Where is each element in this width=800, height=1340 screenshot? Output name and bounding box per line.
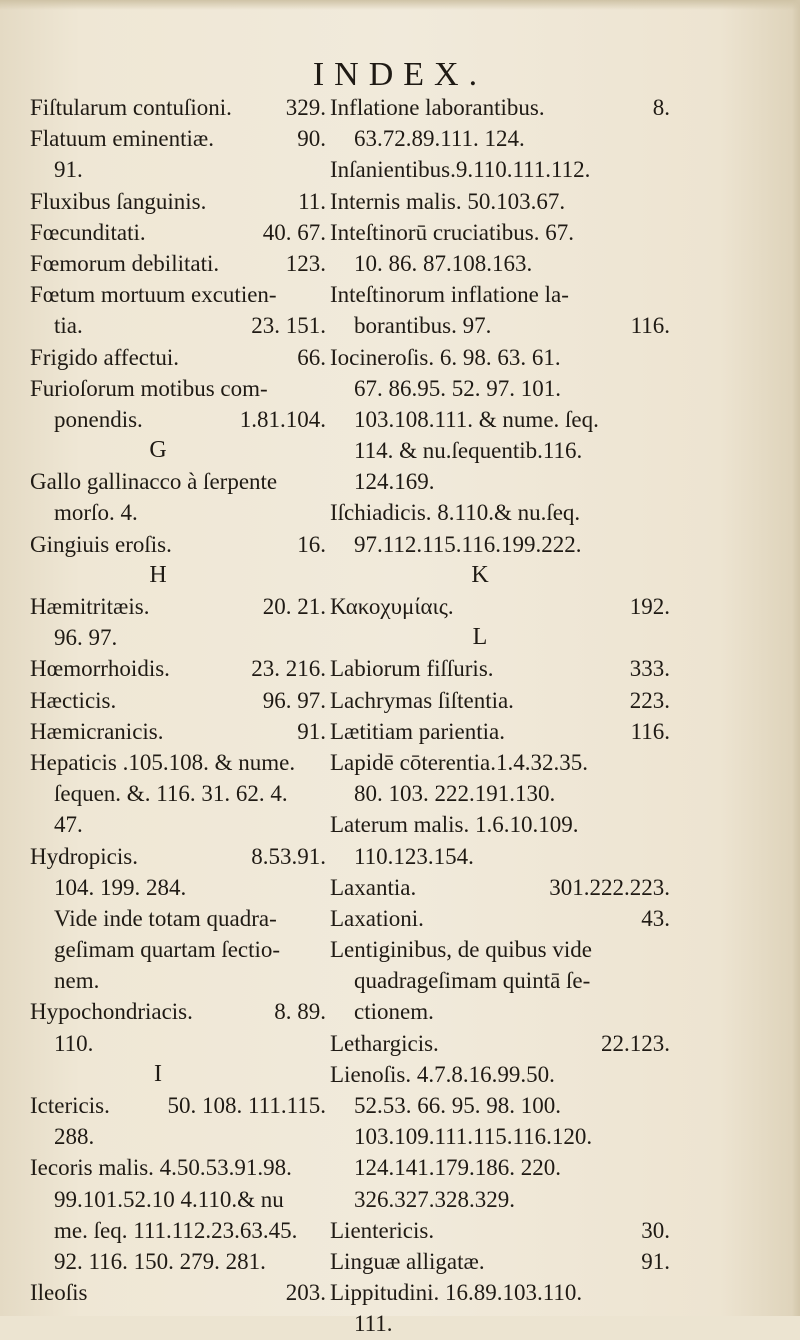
entry-text: ponendis. — [54, 406, 143, 432]
entry-text: 47. — [54, 812, 83, 838]
entry-term-line — [30, 217, 326, 248]
entry-text: Lætitiam parientia. — [330, 718, 506, 744]
entry-continuation-line — [30, 809, 326, 840]
entry-text: Fœtum mortuum excutien- — [30, 282, 277, 308]
index-entry — [330, 217, 670, 279]
right-index-column — [330, 92, 670, 1340]
entry-term-line — [330, 591, 670, 622]
entry-term-line — [330, 1215, 670, 1246]
page-header: INDEX. — [312, 56, 488, 93]
index-entry — [30, 529, 326, 560]
entry-continuation-line — [330, 1152, 670, 1183]
entry-term-line — [30, 747, 326, 778]
index-entry — [30, 466, 326, 528]
entry-page-numbers: 91. — [297, 718, 326, 744]
entry-page-numbers: 96. 97. — [262, 687, 326, 713]
entry-term-line — [30, 1152, 326, 1183]
entry-text: Inſanientibus.9.110.111.112. — [330, 157, 591, 183]
entry-text: 92. 116. 150. 279. 281. — [54, 1248, 266, 1274]
entry-continuation-line — [330, 841, 670, 872]
entry-continuation-line — [330, 373, 670, 404]
index-entry — [30, 248, 326, 279]
entry-continuation-line — [330, 996, 670, 1027]
entry-text: morſo. 4. — [54, 500, 138, 526]
entry-text: 10. 86. 87.108.163. — [354, 250, 533, 276]
entry-term-line — [30, 186, 326, 217]
entry-text: Laterum malis. 1.6.10.109. — [330, 812, 579, 838]
entry-page-numbers: 116. — [630, 718, 670, 744]
entry-term-line — [330, 186, 670, 217]
entry-text: Laxationi. — [330, 905, 424, 931]
entry-text: 124.169. — [354, 469, 435, 495]
entry-text: quadrageſimam quintā ſe- — [354, 968, 591, 994]
entry-text: Lentiginibus, de quibus vide — [330, 937, 592, 963]
entry-continuation-line — [330, 1090, 670, 1121]
entry-term-line — [330, 154, 670, 185]
index-entry — [30, 342, 326, 373]
entry-text: Lientericis. — [330, 1217, 435, 1243]
entry-text: Inteſtinorū cruciatibus. 67. — [330, 219, 574, 245]
entry-term-line — [30, 92, 326, 123]
entry-text: Ictericis. — [30, 1093, 110, 1118]
entry-text: Ileoſis — [30, 1280, 88, 1306]
entry-continuation-line — [330, 466, 670, 497]
entry-text: Κακοχυμίαις. — [330, 594, 454, 619]
entry-text: 110.123.154. — [354, 843, 474, 869]
entry-term-line — [30, 529, 326, 560]
entry-text: Gallo gallinacco à ſerpente — [30, 469, 278, 495]
entry-text: Inflatione laborantibus. — [330, 95, 545, 120]
entry-text: Frigido affectui. — [30, 344, 180, 370]
entry-continuation-line — [330, 529, 670, 560]
entry-term-line — [30, 996, 326, 1027]
entry-term-line — [30, 373, 326, 404]
entry-text: Inteſtinorum inflatione la- — [330, 282, 569, 308]
index-entry — [30, 186, 326, 217]
entry-page-numbers: 1.81.104. — [239, 406, 326, 432]
entry-term-line — [330, 685, 670, 716]
entry-page-numbers: 50. 108. 111.115. — [167, 1093, 326, 1118]
entry-page-numbers: 329. — [285, 95, 326, 120]
index-entry — [30, 591, 326, 653]
section-letter: K — [471, 561, 489, 588]
entry-term-line — [330, 1277, 670, 1308]
entry-continuation-line — [30, 778, 326, 809]
entry-text: 96. 97. — [54, 625, 118, 651]
entry-text: Fiſtularum contuſioni. — [30, 95, 232, 120]
entry-continuation-line — [30, 310, 326, 341]
entry-page-numbers: 123. — [285, 250, 326, 276]
entry-term-line — [330, 279, 670, 310]
entry-text: Iecoris malis. 4.50.53.91.98. — [30, 1155, 292, 1181]
entry-text: 104. 199. 284. — [54, 874, 187, 900]
entry-continuation-line — [30, 1028, 326, 1059]
entry-term-line — [330, 716, 670, 747]
entry-continuation-line — [30, 1184, 326, 1215]
entry-text: Lachrymas ſiſtentia. — [330, 687, 514, 713]
index-entry — [330, 342, 670, 498]
entry-text: Vide inde totam quadra- — [54, 905, 277, 931]
entry-term-line — [30, 591, 326, 622]
entry-continuation-line — [330, 1308, 670, 1339]
entry-text: Linguæ alligatæ. — [330, 1248, 485, 1274]
entry-term-line — [330, 747, 670, 778]
entry-text: Labiorum fiſſuris. — [330, 656, 494, 682]
entry-continuation-line — [30, 1215, 326, 1246]
entry-page-numbers: 16. — [297, 531, 326, 557]
index-entry — [330, 92, 670, 154]
entry-term-line — [30, 123, 326, 154]
entry-continuation-line — [330, 123, 670, 154]
entry-continuation-line — [30, 1246, 326, 1277]
entry-page-numbers: 22.123. — [601, 1030, 670, 1056]
entry-continuation-line — [30, 154, 326, 185]
index-entry — [330, 186, 670, 217]
entry-continuation-line — [330, 404, 670, 435]
entry-text: Lethargicis. — [330, 1030, 439, 1056]
entry-page-numbers: 333. — [629, 656, 670, 682]
entry-continuation-line — [30, 934, 326, 965]
entry-continuation-line — [330, 310, 670, 341]
index-entry — [330, 653, 670, 684]
entry-term-line — [30, 685, 326, 716]
entry-text: 124.141.179.186. 220. — [354, 1155, 561, 1181]
index-entry — [330, 1246, 670, 1277]
entry-continuation-line — [30, 872, 326, 903]
page-right-edge — [792, 0, 800, 1316]
entry-text: Hepaticis .105.108. & nume. — [30, 749, 296, 775]
entry-term-line — [30, 653, 326, 684]
entry-text: Hypochondriacis. — [30, 999, 193, 1025]
index-entry — [330, 1277, 670, 1339]
index-entry — [30, 279, 326, 341]
entry-continuation-line — [30, 1121, 326, 1152]
index-entry — [30, 841, 326, 997]
index-entry — [30, 716, 326, 747]
page-top-edge — [0, 0, 800, 10]
entry-text: nem. — [54, 968, 100, 994]
entry-text: Fœcunditati. — [30, 219, 146, 245]
entry-continuation-line — [30, 965, 326, 996]
entry-text: Internis malis. 50.103.67. — [330, 188, 566, 214]
entry-text: 97.112.115.116.199.222. — [354, 531, 582, 557]
entry-text: 52.53. 66. 95. 98. 100. — [354, 1093, 561, 1118]
entry-page-numbers: 40. 67. — [262, 219, 326, 245]
index-entry — [330, 1028, 670, 1059]
index-entry — [330, 1059, 670, 1215]
entry-text: Iſchiadicis. 8.110.& nu.ſeq. — [330, 500, 581, 526]
section-letter: I — [154, 1060, 162, 1087]
entry-text: 111. — [354, 1311, 393, 1337]
index-entry — [30, 996, 326, 1058]
entry-text: Lippitudini. 16.89.103.110. — [330, 1280, 583, 1306]
entry-term-line — [30, 1090, 326, 1121]
entry-text: Hæmicranicis. — [30, 718, 164, 744]
entry-page-numbers: 11. — [298, 188, 326, 214]
entry-page-numbers: 8.53.91. — [251, 843, 326, 869]
index-entry — [30, 747, 326, 841]
index-entry — [330, 809, 670, 871]
index-entry — [330, 872, 670, 903]
entry-page-numbers: 23. 151. — [251, 313, 326, 339]
entry-term-line — [330, 217, 670, 248]
entry-page-numbers: 116. — [630, 313, 670, 339]
entry-continuation-line — [330, 248, 670, 279]
entry-term-line — [330, 497, 670, 528]
entry-continuation-line — [30, 404, 326, 435]
section-letter: L — [472, 624, 488, 651]
index-entry — [30, 1152, 326, 1277]
entry-text: Fœmorum debilitati. — [30, 250, 220, 276]
entry-text: Fluxibus ſanguinis. — [30, 188, 207, 214]
entry-term-line — [30, 1277, 326, 1308]
entry-term-line — [330, 872, 670, 903]
entry-continuation-line — [30, 497, 326, 528]
entry-page-numbers: 43. — [641, 905, 670, 931]
index-entry — [330, 934, 670, 1028]
entry-term-line — [330, 1059, 670, 1090]
index-entry — [30, 1090, 326, 1152]
index-entry — [330, 903, 670, 934]
entry-text: 99.101.52.10 4.110.& nu — [54, 1186, 284, 1212]
entry-text: 114. & nu.ſequentib.116. — [354, 438, 583, 464]
index-entry — [330, 1215, 670, 1246]
index-entry — [330, 279, 670, 341]
entry-text: tia. — [54, 313, 83, 339]
entry-text: 110. — [54, 1030, 94, 1056]
entry-page-numbers: 66. — [297, 344, 326, 370]
index-entry — [30, 217, 326, 248]
entry-continuation-line — [330, 1121, 670, 1152]
index-entry — [330, 497, 670, 559]
entry-text: me. ſeq. 111.112.23.63.45. — [54, 1217, 298, 1243]
section-letter: G — [149, 437, 167, 464]
entry-text: 288. — [54, 1124, 95, 1150]
entry-text: Hæmitritæis. — [30, 594, 150, 619]
entry-text: 91. — [54, 157, 83, 183]
entry-term-line — [330, 934, 670, 965]
entry-term-line — [330, 903, 670, 934]
entry-text: 103.109.111.115.116.120. — [354, 1124, 593, 1150]
entry-term-line — [330, 92, 670, 123]
entry-term-line — [330, 1246, 670, 1277]
entry-text: Hæcticis. — [30, 687, 117, 713]
entry-page-numbers: 30. — [641, 1217, 670, 1243]
entry-text: 326.327.328.329. — [354, 1186, 515, 1212]
entry-page-numbers: 23. 216. — [251, 656, 326, 682]
entry-text: ſequen. &. 116. 31. 62. 4. — [54, 781, 288, 807]
index-entry — [30, 92, 326, 123]
entry-text: Furioſorum motibus com- — [30, 375, 268, 401]
entry-text: Lienoſis. 4.7.8.16.99.50. — [330, 1061, 555, 1087]
entry-continuation-line — [330, 435, 670, 466]
entry-term-line — [330, 809, 670, 840]
entry-text: Flatuum eminentiæ. — [30, 126, 214, 152]
entry-text: Hydropicis. — [30, 843, 138, 869]
entry-continuation-line — [30, 622, 326, 653]
entry-term-line — [330, 1028, 670, 1059]
entry-text: Hœmorrhoidis. — [30, 656, 170, 682]
entry-text: Lapidē cōterentia.1.4.32.35. — [330, 749, 589, 775]
entry-continuation-line — [330, 778, 670, 809]
entry-text: 67. 86.95. 52. 97. 101. — [354, 375, 561, 401]
index-entry — [330, 716, 670, 747]
entry-text: Gingiuis eroſis. — [30, 531, 172, 557]
entry-page-numbers: 91. — [641, 1248, 670, 1274]
index-entry — [30, 653, 326, 684]
index-entry — [30, 373, 326, 435]
entry-text: ctionem. — [354, 999, 434, 1025]
entry-term-line — [30, 279, 326, 310]
entry-term-line — [30, 841, 326, 872]
entry-text: 63.72.89.111. 124. — [354, 126, 525, 152]
index-entry — [330, 154, 670, 185]
entry-page-numbers: 301.222.223. — [549, 874, 670, 900]
entry-text: 80. 103. 222.191.130. — [354, 781, 556, 807]
entry-text: geſimam quartam ſectio- — [54, 937, 281, 963]
index-entry — [330, 685, 670, 716]
index-entry — [330, 747, 670, 809]
entry-page-numbers: 203. — [285, 1280, 326, 1306]
entry-term-line — [30, 342, 326, 373]
entry-term-line — [330, 342, 670, 373]
section-letter: H — [149, 561, 167, 588]
left-index-column — [30, 92, 326, 1308]
entry-term-line — [330, 653, 670, 684]
entry-text: 103.108.111. & nume. ſeq. — [354, 406, 599, 432]
index-entry — [330, 591, 670, 622]
index-entry — [30, 1277, 326, 1308]
entry-page-numbers: 20. 21. — [262, 594, 326, 619]
entry-text: Laxantia. — [330, 874, 417, 900]
entry-term-line — [30, 248, 326, 279]
entry-term-line — [30, 466, 326, 497]
entry-page-numbers: 192. — [629, 594, 670, 619]
entry-text: Iocineroſis. 6. 98. 63. 61. — [330, 344, 561, 370]
index-entry — [30, 123, 326, 185]
entry-continuation-line — [330, 965, 670, 996]
entry-page-numbers: 8. — [652, 95, 670, 120]
entry-page-numbers: 223. — [629, 687, 670, 713]
entry-text: borantibus. 97. — [354, 313, 492, 339]
entry-continuation-line — [30, 903, 326, 934]
entry-continuation-line — [330, 1184, 670, 1215]
index-entry — [30, 685, 326, 716]
entry-page-numbers: 90. — [297, 126, 326, 152]
entry-term-line — [30, 716, 326, 747]
entry-page-numbers: 8. 89. — [274, 999, 326, 1025]
